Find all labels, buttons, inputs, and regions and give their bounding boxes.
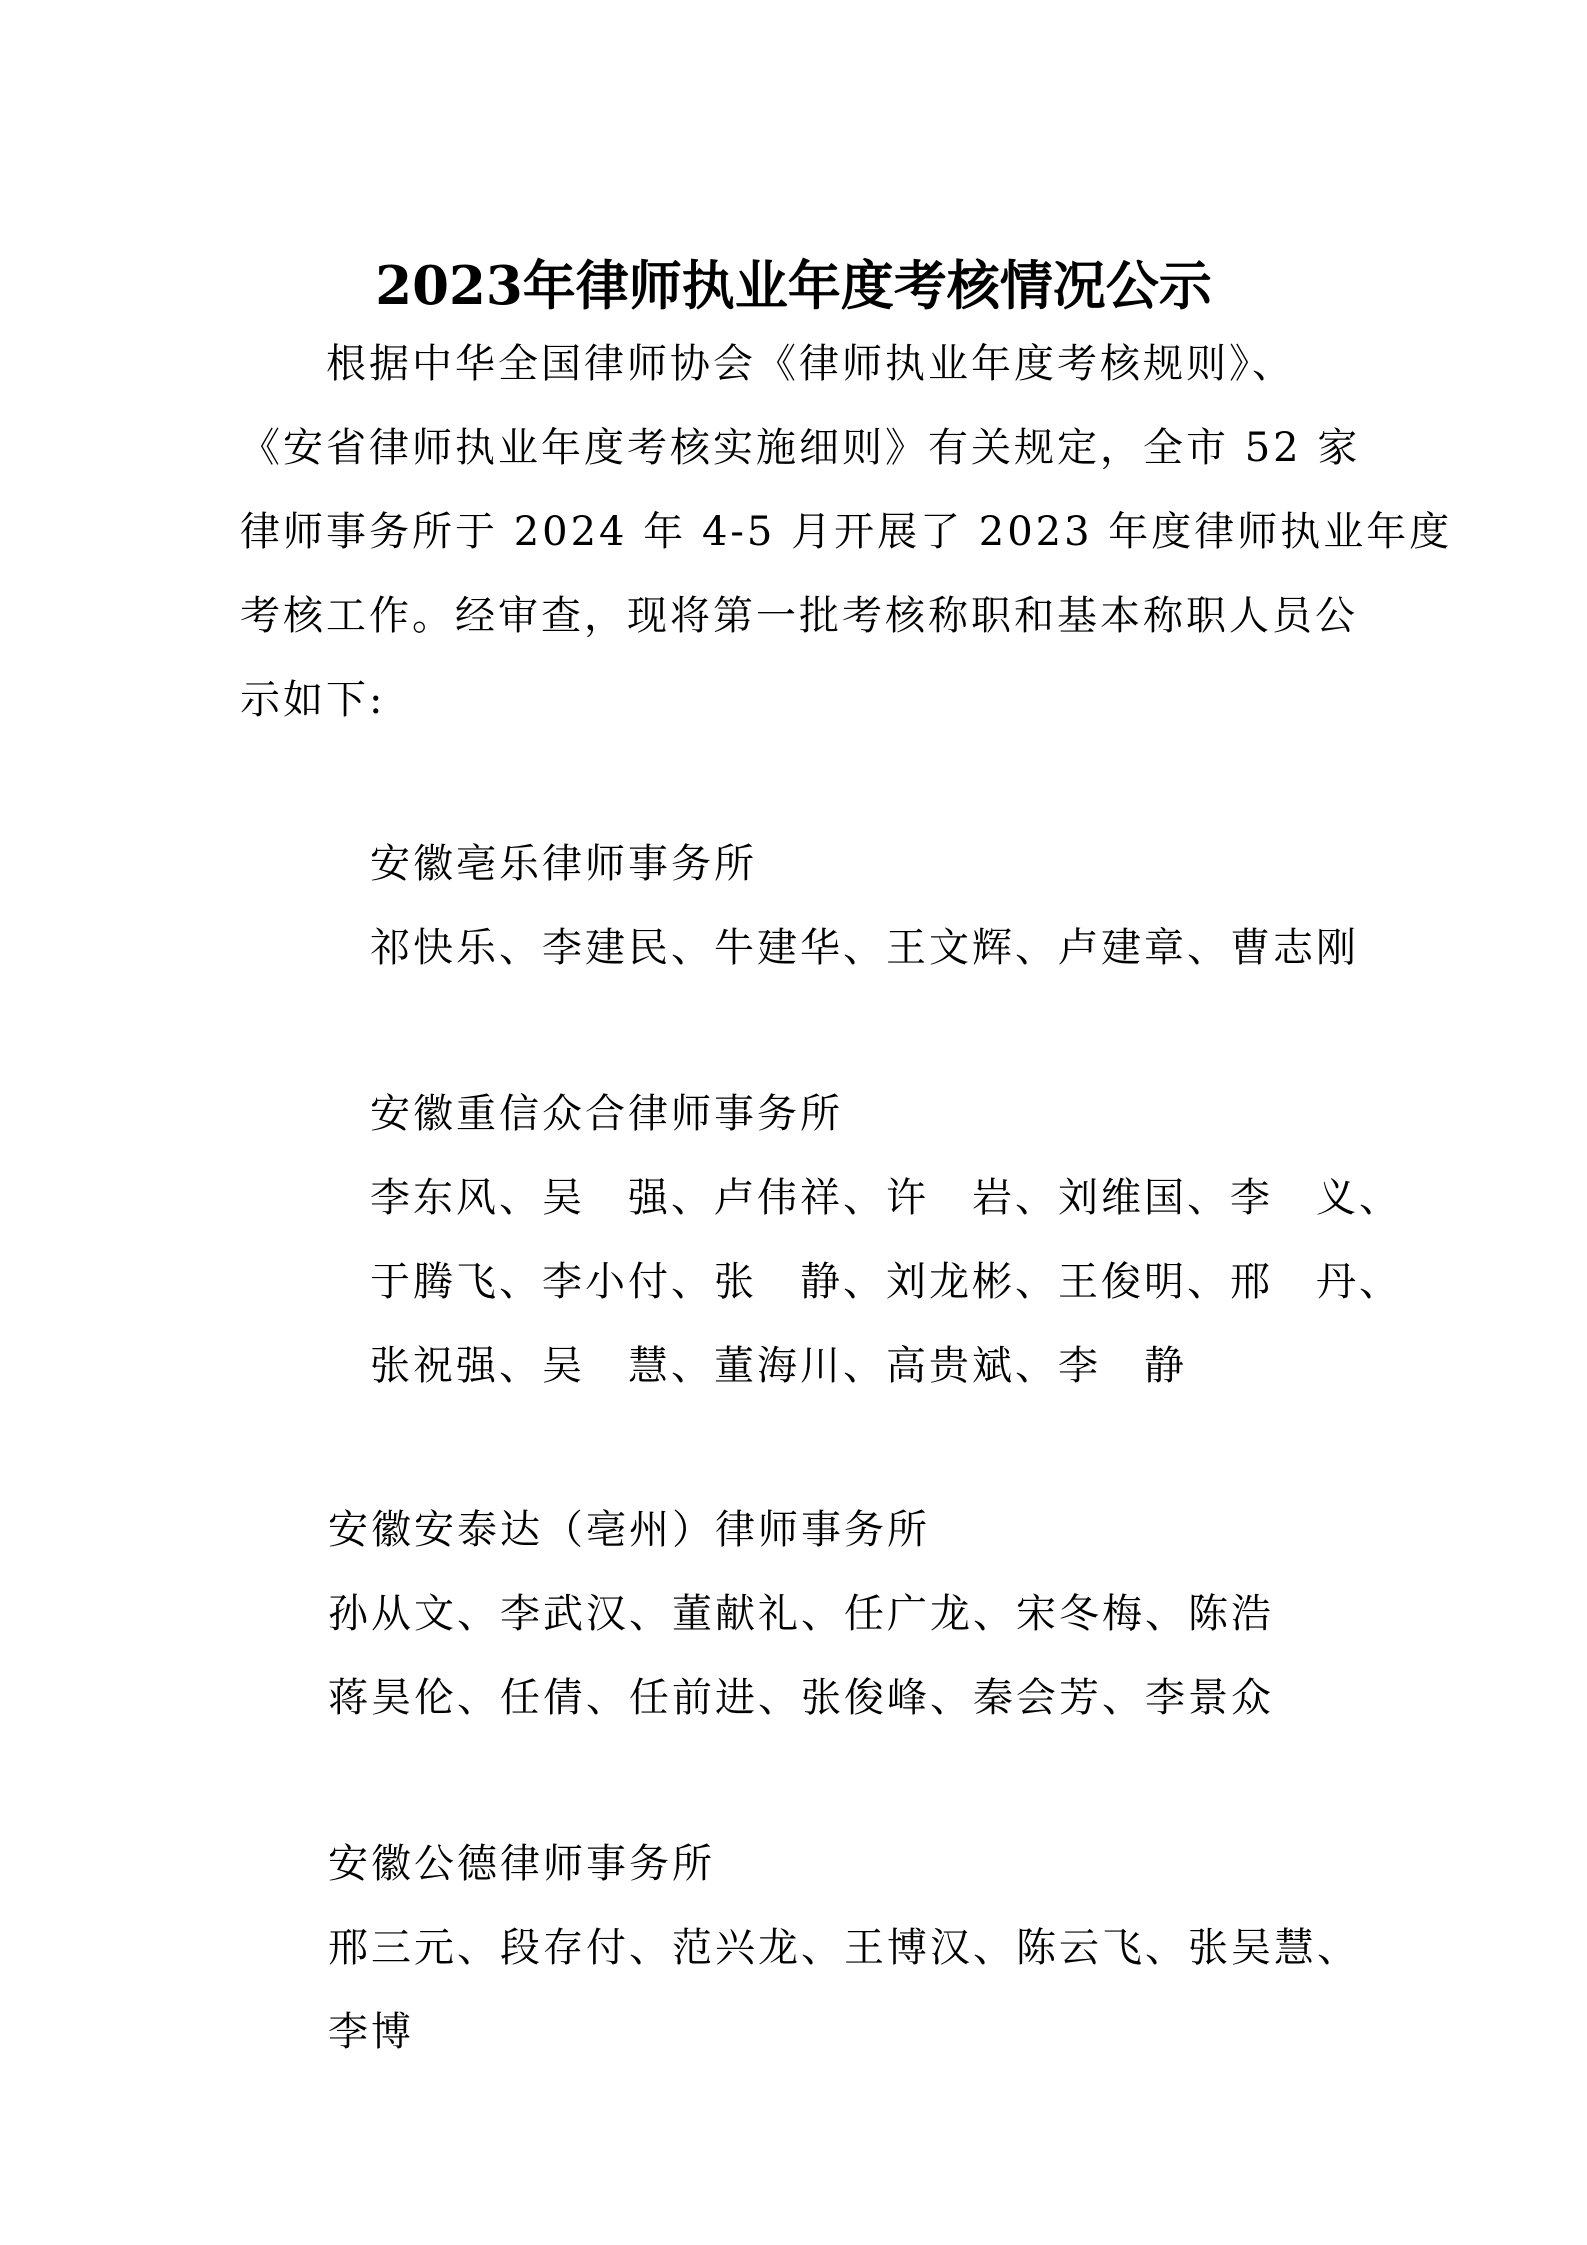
intro-line: 考核工作。经审查，现将第一批考核称职和基本称职人员公 xyxy=(240,593,1358,639)
lawyer-names-line: 张祝强、吴 慧、董海川、高贵斌、李 静 xyxy=(370,1343,1187,1389)
firm-name: 安徽公德律师事务所 xyxy=(328,1841,715,1887)
firm-name: 安徽重信众合律师事务所 xyxy=(370,1091,843,1137)
intro-line: 《安省律师执业年度考核实施细则》有关规定，全市 52 家 xyxy=(240,425,1361,471)
lawyer-names-line: 李东风、吴 强、卢伟祥、许 岩、刘维国、李 义、 xyxy=(370,1175,1402,1221)
firm-block-bole xyxy=(370,822,1359,990)
lawyer-names-line: 李博 xyxy=(328,2009,414,2055)
lawyer-names-line: 孙从文、李武汉、董献礼、任广龙、宋冬梅、陈浩 xyxy=(328,1591,1274,1637)
firm-block-zhongxin-zhonghe xyxy=(370,1072,1402,1408)
lawyer-names-line: 祁快乐、李建民、牛建华、王文辉、卢建章、曹志刚 xyxy=(370,925,1359,971)
firm-name: 安徽亳乐律师事务所 xyxy=(370,841,757,887)
intro-line: 律师事务所于 2024 年 4-5 月开展了 2023 年度律师执业年度 xyxy=(240,509,1453,555)
document-title: 2023年律师执业年度考核情况公示 xyxy=(375,254,1212,317)
lawyer-names-line: 蒋昊伦、任倩、任前进、张俊峰、秦会芳、李景众 xyxy=(328,1675,1274,1721)
lawyer-names-line: 于腾飞、李小付、张 静、刘龙彬、王俊明、邢 丹、 xyxy=(370,1259,1402,1305)
firm-block-gongde xyxy=(328,1822,1360,2074)
intro-line: 根据中华全国律师协会《律师执业年度考核规则》、 xyxy=(240,341,1295,387)
firm-block-antaida xyxy=(328,1488,1274,1740)
intro-paragraph xyxy=(240,322,1453,742)
firm-name: 安徽安泰达（亳州）律师事务所 xyxy=(328,1507,930,1553)
lawyer-names-line: 邢三元、段存付、范兴龙、王博汉、陈云飞、张吴慧、 xyxy=(328,1925,1360,1971)
intro-line: 示如下: xyxy=(240,677,386,723)
